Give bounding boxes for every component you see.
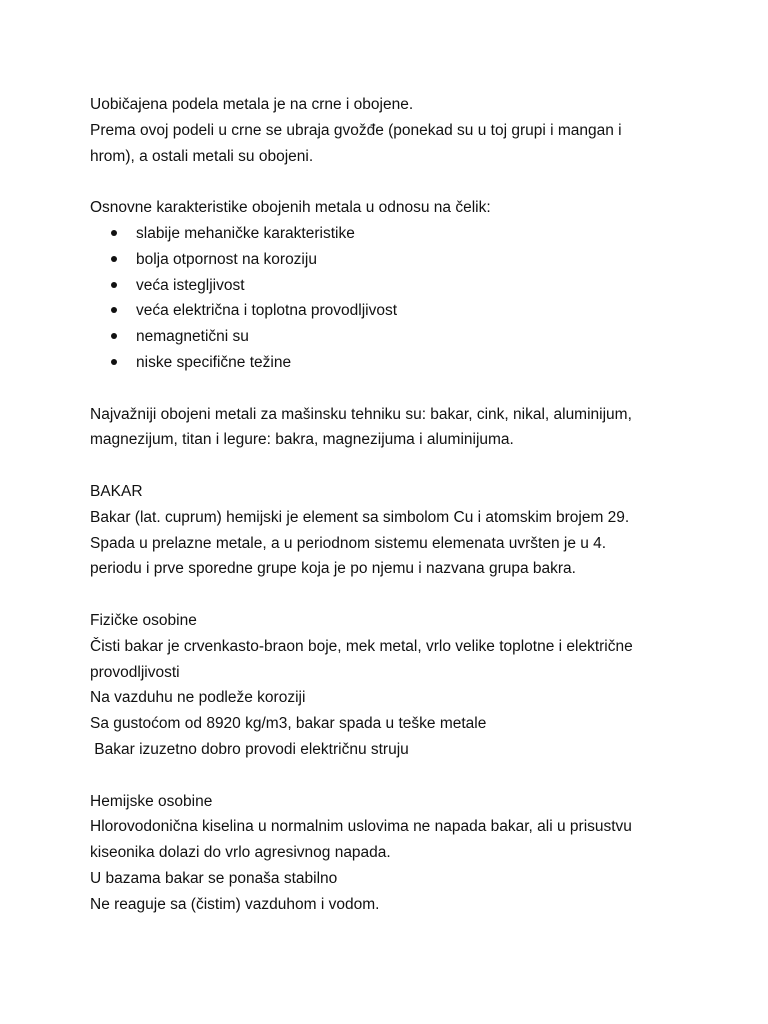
intro-line-3: hrom), a ostali metali su obojeni.: [90, 147, 314, 165]
bakar-line-3: periodu i prve sporedne grupe koja je po njemu i nazvana grupa bakra.: [90, 560, 576, 578]
bullet-icon: [111, 230, 117, 236]
list-item: slabije mehaničke karakteristike: [136, 221, 728, 247]
important-metals-paragraph: [90, 402, 728, 454]
bakar-section: [90, 479, 728, 582]
chemical-properties-section: [90, 789, 728, 918]
bullet-icon: [111, 307, 117, 313]
bullet-icon: [111, 282, 117, 288]
physical-line-2: provodljivosti: [90, 663, 180, 681]
bakar-line-1: Bakar (lat. cuprum) hemijski je element sa simbolom Cu i atomskim brojem 29.: [90, 508, 630, 526]
chemical-line-4: Ne reaguje sa (čistim) vazduhom i vodom.: [90, 895, 380, 913]
list-item: bolja otpornost na koroziju: [136, 247, 728, 273]
intro-paragraph: [90, 92, 728, 169]
list-item: niske specifične težine: [136, 350, 728, 376]
characteristics-list: [90, 221, 728, 376]
physical-title: Fizičke osobine: [90, 611, 197, 629]
bullet-icon: [111, 359, 117, 365]
spacer: [90, 582, 728, 608]
physical-line-3: Na vazduhu ne podleže koroziji: [90, 689, 306, 707]
intro-line-1: Uobičajena podela metala je na crne i obojene.: [90, 96, 414, 113]
list-item: veća istegljivost: [136, 273, 728, 299]
spacer: [90, 169, 728, 195]
list-item: nemagnetični su: [136, 324, 728, 350]
spacer: [90, 763, 728, 789]
physical-properties-section: [90, 608, 728, 763]
chemical-line-2: kiseonika dolazi do vrlo agresivnog napada.: [90, 844, 391, 862]
spacer: [90, 376, 728, 402]
chemical-line-3: U bazama bakar se ponaša stabilno: [90, 869, 338, 887]
physical-line-5: Bakar izuzetno dobro provodi električnu struju: [90, 740, 409, 758]
spacer: [90, 453, 728, 479]
list-item: veća električna i toplotna provodljivost: [136, 298, 728, 324]
intro-line-2: Prema ovoj podeli u crne se ubraja gvožđe (ponekad su u toj grupi i mangan i: [90, 121, 622, 139]
chemical-title: Hemijske osobine: [90, 792, 213, 810]
characteristics-heading: Osnovne karakteristike obojenih metala u odnosu na čelik:: [90, 199, 491, 217]
important-line-2: magnezijum, titan i legure: bakra, magnezijuma i aluminijuma.: [90, 431, 514, 449]
bakar-title: BAKAR: [90, 482, 143, 500]
characteristics-section: [90, 195, 728, 376]
physical-line-1: Čisti bakar je crvenkasto-braon boje, mek metal, vrlo velike toplotne i električne: [90, 637, 633, 655]
chemical-line-1: Hlorovodonična kiselina u normalnim uslovima ne napada bakar, ali u prisustvu: [90, 818, 632, 836]
bullet-icon: [111, 256, 117, 262]
bakar-line-2: Spada u prelazne metale, a u periodnom sistemu elemenata uvršten je u 4.: [90, 534, 607, 552]
important-line-1: Najvažniji obojeni metali za mašinsku tehniku su: bakar, cink, nikal, aluminijum,: [90, 405, 632, 423]
bullet-icon: [111, 333, 117, 339]
physical-line-4: Sa gustoćom od 8920 kg/m3, bakar spada u teške metale: [90, 715, 487, 733]
